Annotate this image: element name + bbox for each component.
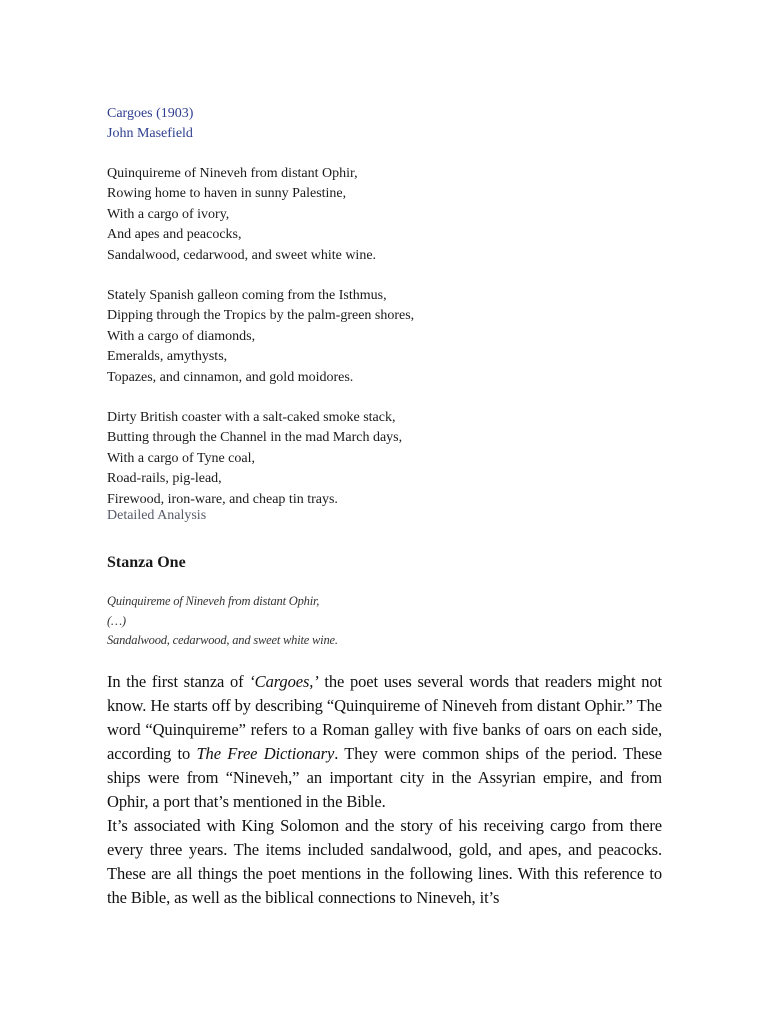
poem-line: Topazes, and cinnamon, and gold moidores.	[107, 369, 354, 385]
poem-line: Emeralds, amythysts,	[107, 349, 228, 365]
poem-line: Dipping through the Tropics by the palm-green shores,	[107, 308, 415, 324]
poem-line: Dirty British coaster with a salt-caked smoke stack,	[107, 410, 396, 426]
poem-line: Firewood, iron-ware, and cheap tin trays.	[107, 491, 338, 507]
poem-heading	[107, 104, 662, 144]
poem-stanza-1	[107, 164, 662, 266]
analysis-paragraph-2: It’s associated with King Solomon and the story of his receiving cargo from there every three years. The items included sandalwood, gold, and apes, and peacocks. These are all things the poet mentions in the following lines. With this reference to the Bible, as well as the biblical connections to Nineveh, it’s	[107, 815, 662, 907]
source-reference: The Free Dictionary	[196, 743, 335, 763]
poem-line: Rowing home to haven in sunny Palestine,	[107, 186, 347, 202]
paragraph-text: . They were common ships of the period. These ships were from “Nineveh,” an important city in the Assyrian empire, and from Ophir, a port that’s mentioned in the Bible.	[107, 743, 662, 811]
stanza-quote	[107, 592, 662, 651]
poem-title: Cargoes (1903)	[107, 106, 194, 121]
poem-title-reference: ‘Cargoes,’	[249, 671, 319, 691]
poem-line: Road-rails, pig-lead,	[107, 471, 222, 487]
poem-body	[107, 164, 662, 510]
poem-author: John Masefield	[107, 126, 193, 141]
poem-line: Stately Spanish galleon coming from the Isthmus,	[107, 288, 387, 304]
analysis-paragraph-1	[107, 670, 662, 814]
quote-line: Quinquireme of Nineveh from distant Ophir,	[107, 594, 320, 609]
poem-line: With a cargo of diamonds,	[107, 328, 256, 344]
section-title-stanza-one: Stanza One	[107, 554, 186, 572]
document-page	[107, 104, 662, 910]
paragraph-text: the poet uses several words that readers might not know. He starts off by describing “Quinquireme of Nineveh from distant Ophir.” The word “Quinquireme” refers to a Roman galley with five banks of oars on each side, according to	[107, 671, 662, 763]
poem-line: Sandalwood, cedarwood, and sweet white wine.	[107, 247, 377, 263]
analysis-body	[107, 670, 662, 910]
quote-line: (…)	[107, 613, 126, 628]
poem-line: Butting through the Channel in the mad March days,	[107, 430, 403, 446]
poem-stanza-2	[107, 286, 662, 388]
poem-line: Quinquireme of Nineveh from distant Ophir,	[107, 166, 358, 181]
detailed-analysis-label: Detailed Analysis	[107, 508, 207, 524]
poem-line: With a cargo of Tyne coal,	[107, 450, 255, 466]
poem-stanza-3	[107, 408, 662, 510]
poem-line: And apes and peacocks,	[107, 227, 242, 243]
poem-line: With a cargo of ivory,	[107, 206, 230, 222]
paragraph-text: In the first stanza of	[107, 671, 250, 691]
quote-line: Sandalwood, cedarwood, and sweet white wine.	[107, 633, 338, 648]
